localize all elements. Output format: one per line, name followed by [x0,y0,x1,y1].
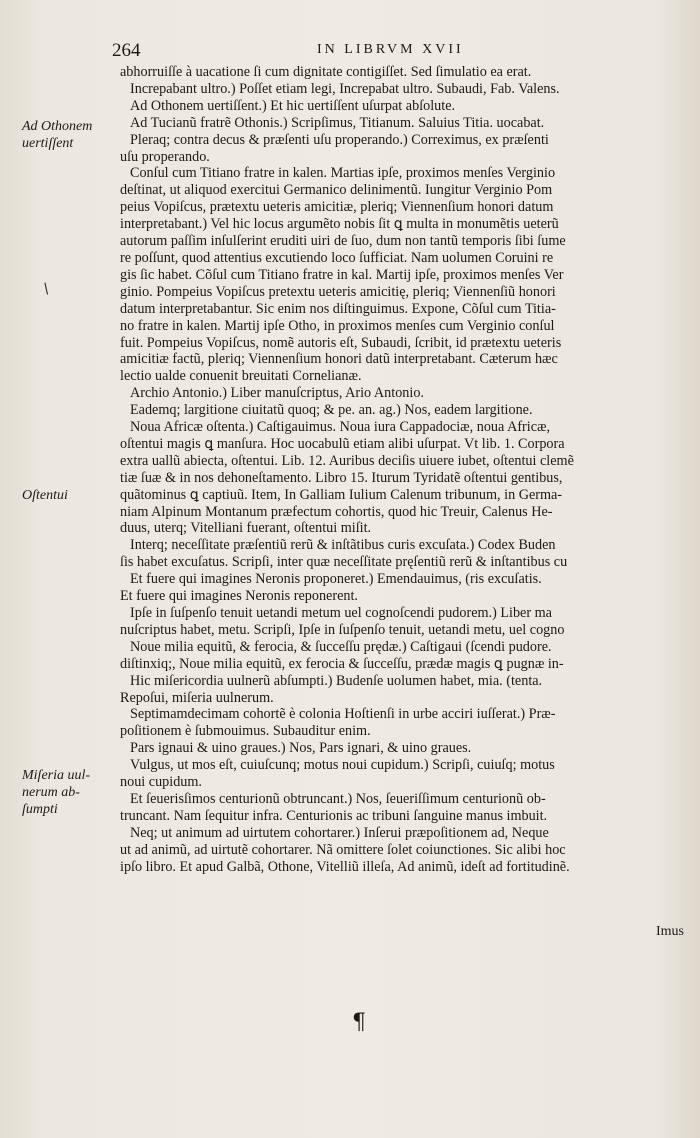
text-line: ſis habet excuſatus. Scripſi, inter quæ neceſſitate pręſentiũ rerũ & inſtantibus cu [120,554,568,571]
text-line: re poſſunt, quod attentius excutiendo loco ſufficiat. Nam uolumen Coruini re [120,249,554,266]
text-line: Noue milia equitũ, & ferocia, & ſucceſſu prędæ.) Caſtigaui (ſcendi pudore. [130,638,552,655]
catchword: Imus [656,924,684,939]
text-line: ginio. Pompeius Vopiſcus pretextu ueteris amicitię, pleriq; Viennenſiũ honori [120,283,556,300]
text-line: gis ſic habet. Cõſul cum Titiano fratre in kal. Martij ipſe, proximos menſes Ver [120,266,564,283]
margin-note-line: Miſeria uul- [22,768,91,783]
text-line: deſtinat, ut aliquod exercitui Germanico delinimentũ. Iungitur Verginio Pom [120,182,553,199]
text-line: Repoſui, miſeria uulnerum. [120,689,274,706]
text-line: Pleraq; contra decus & præſenti uſu properando.) Correximus, ex præſenti [130,131,549,148]
text-line: truncant. Nam ſequitur infra. Centurionis ac tribuni ſanguine manus imbuit. [120,807,548,824]
text-line: quãtominus ꝗ captiuũ. Item, In Galliam Iulium Calenum tribunum, in Germa- [120,486,563,503]
text-line: noui cupidum. [120,774,202,791]
page-number: 264 [112,40,141,61]
text-line: abhorruiſſe à uacatione ſi cum dignitate contigiſſet. Sed ſimulatio ea erat. [120,64,532,80]
text-line: Eademq; largitione ciuitatũ quoq; & pe. an. ag.) Nos, eadem largitione. [130,402,533,419]
text-line: extra uallũ abiecta, oſtentui. Lib. 12. Auribus deciſis uiuere iubet, oſtentui clemẽ [120,452,574,469]
text-line: Et fuere qui imagines Neronis proponeret.) Emendauimus, (ris excuſatis. [130,571,542,588]
page-header [112,40,672,66]
text-line: datum interpretabantur. Sic enim nos diſtinguimus. Expone, Cõſul cum Titia- [120,300,556,317]
text-line: Pars ignaui & uino graues.) Nos, Pars ignari, & uino graues. [130,740,472,757]
text-line: tiæ ſuæ & in nos dehoneſtamento. Libro 15. Iturum Tyridatẽ oſtentui gentibus, [120,469,563,486]
signature-mark: ¶ [352,1010,366,1035]
text-line: oſtentui magis ꝗ manſura. Hoc uocabulũ etiam alibi uſurpat. Vt lib. 1. Corpora [120,435,565,452]
margin-note-line: ſumpti [22,802,58,817]
text-line: poſitionem è ſubmouimus. Subauditur enim. [120,723,371,740]
body-text [120,64,684,876]
margin-note-ostentui [22,487,120,504]
text-line: niam Alpinum Montanum præfectum cohortis, quod hic Treuir, Calenus He- [120,503,553,520]
text-line: Neq; ut animum ad uirtutem cohortarer.) Inſerui præpoſitionem ad, Neque [130,824,549,841]
text-line: Conſul cum Titiano fratre in kalen. Martias ipſe, proximos menſes Verginio [130,165,556,182]
text-line: Hic miſericordia uulnerũ abſumpti.) Budenſe uolumen habet, mia. (tenta. [130,672,543,689]
text-line: Ad Tucianũ fratrẽ Othonis.) Scripſimus, Titianum. Saluius Titia. uocabat. [130,114,545,131]
text-line: amicitiæ factũ, pleriq; Viennenſium honori datũ interpretabant. Cæterum hæc [120,351,558,368]
text-line: autorum paſſim inſulſerint eruditi uiri de ſuo, dum non tantũ temporis ſibi ſume [120,233,566,250]
text-line: Et ſeuerisſimos centurionũ obtruncant.) Nos, ſeueriſſimum centurionũ ob- [130,790,546,807]
text-line: fuit. Pompeius Vopiſcus, nomẽ autoris eſt, Subaudi, ſcribit, id prætextu ueteris [120,334,562,351]
text-line: Septimamdecimam cohortẽ è colonia Hoſtienſi in urbe acciri iuſſerat.) Præ- [130,706,556,723]
text-line: interpretabant.) Vel hic locus argumẽto nobis ſit ꝗ multa in monumẽtis ueterũ [120,216,559,233]
text-line: Interq; neceſſitate præſentiũ rerũ & inſtãtibus curis excuſata.) Codex Buden [130,537,556,554]
text-line: no fratre in kalen. Martij ipſe Otho, in proximos menſes cum Verginio conſul [120,317,555,334]
text-line: lectio ualde conuenit breuitati Cornelianæ. [120,368,362,385]
text-line: ipſo libro. Et apud Galbã, Othone, Vitelliũ illeſa, Ad animũ, ideſt ad fortitudinẽ. [120,858,570,875]
text-line: nuſcriptus habet, metu. Scripſi, Ipſe in ſuſpenſo tenuit, uetandi metu, uel cogno [120,621,565,638]
text-line: Archio Antonio.) Liber manuſcriptus, Ario Antonio. [130,385,424,402]
text-line: Ipſe in ſuſpenſo tenuit uetandi metum uel cognoſcendi pudorem.) Liber ma [130,605,552,621]
text-line: diſtinxiq;, Noue milia equitũ, ex ferocia & ſucceſſu, prædæ magis ꝗ pugnæ in- [120,655,564,672]
margin-note-line: Ad Othonem [22,119,93,134]
running-head: IN LIBRVM XVII [317,42,464,57]
text-line: Et fuere qui imagines Neronis reponerent. [120,588,358,605]
text-line: Noua Africæ oſtenta.) Caſtigauimus. Noua iura Cappadociæ, noua Africæ, [130,419,551,436]
margin-note-line: uertiſſent [22,136,74,151]
text-line: duus, uterq; Vitelliani fuerant, oſtentui miſit. [120,520,372,537]
text-line: ut ad animũ, ad uirtutẽ cohortarer. Nã omittere ſolet coiunctiones. Sic alibi hoc [120,841,566,858]
text-line: Vulgus, ut mos eſt, cuiuſcunq; motus noui cupidum.) Scripſi, cuiuſq; motus [130,757,555,774]
margin-mark: / [40,280,53,298]
text-line: uſu properando. [120,148,210,165]
margin-note-miseria [22,767,120,818]
margin-note-ad-othonem [22,118,120,152]
margin-note-line: Oſtentui [22,488,68,503]
text-line: Increpabant ultro.) Poſſet etiam legi, Increpabat ultro. Subaudi, Fab. Valens. [130,80,560,97]
text-line: peius Vopiſcus, prætextu ueteris amicitiæ, pleriq; Viennenſium honori datum [120,199,554,216]
margin-note-line: nerum ab- [22,785,80,800]
text-line: Ad Othonem uertiſſent.) Et hic uertiſſent uſurpat abſolute. [130,97,456,114]
